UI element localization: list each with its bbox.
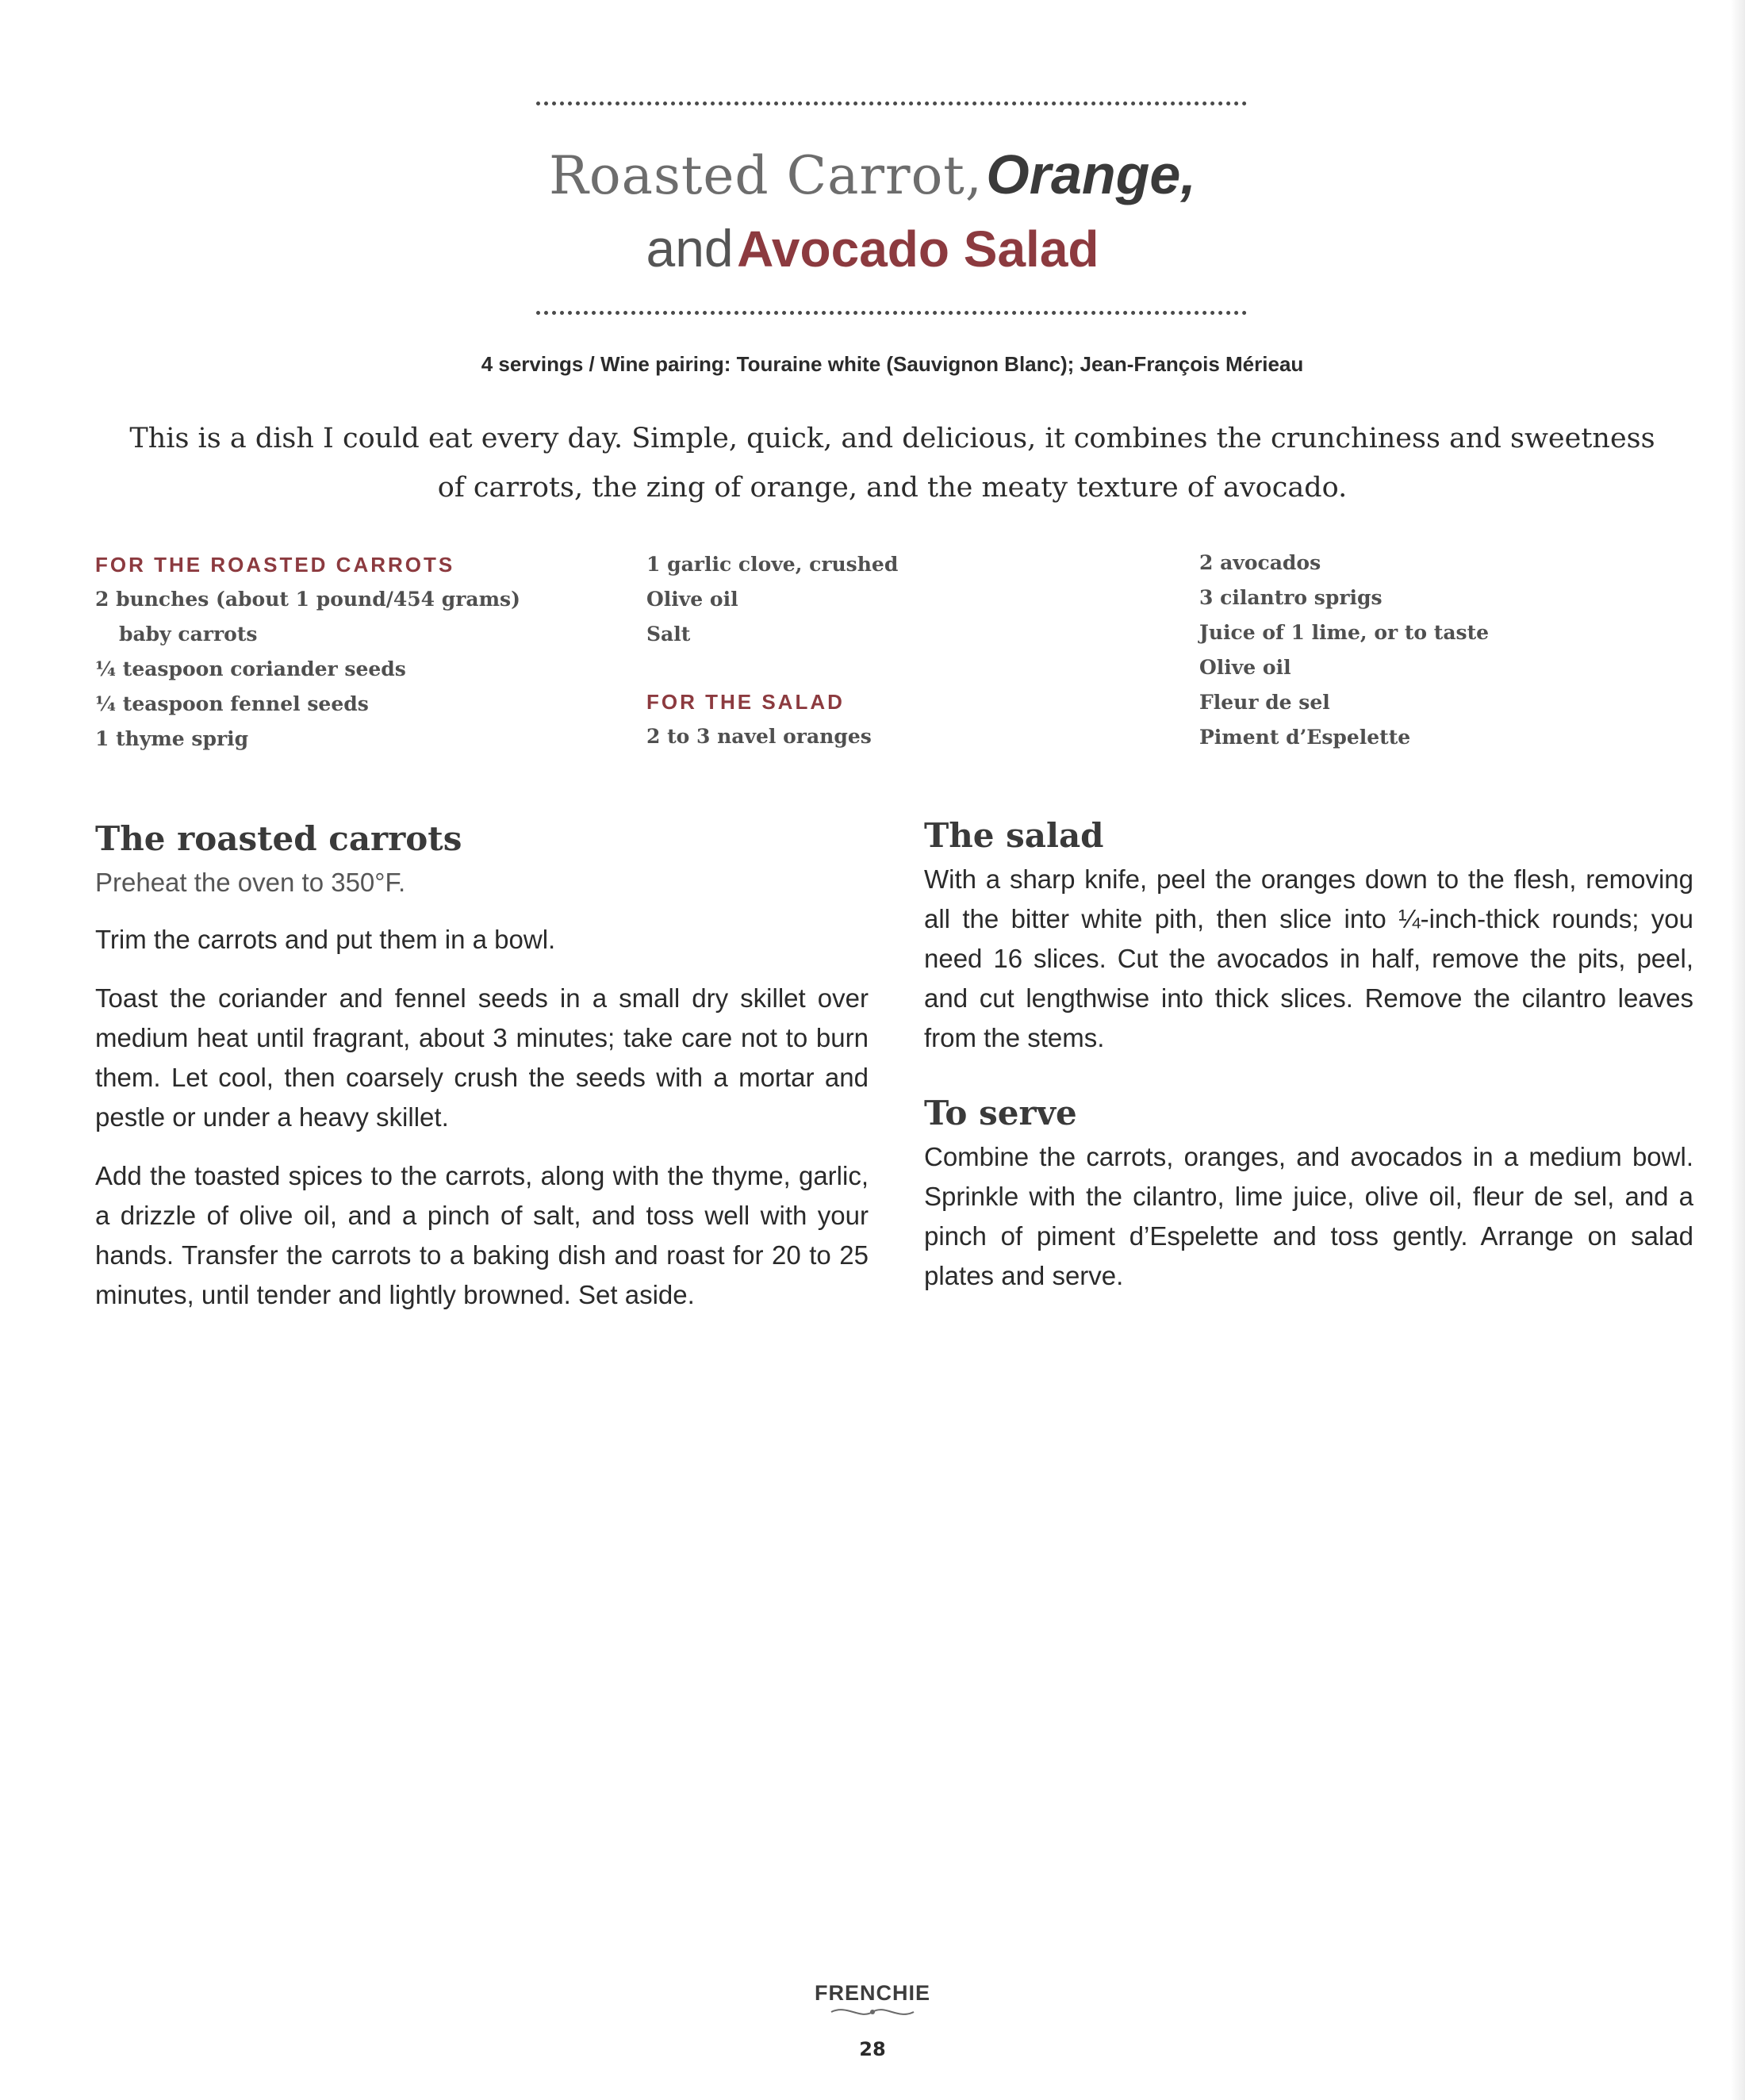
ingredient-spacer [646, 652, 898, 684]
section-paragraph: Combine the carrots, oranges, and avocados in a medium bowl. Sprinkle with the cilantro, lime juice, olive oil, fleur de sel, and a pinch of piment d’Espelette and toss gently. Arrange on salad plates and serve. [924, 1142, 1693, 1290]
section-paragraph: With a sharp knife, peel the oranges down to the flesh, removing all the bitter white pith, then slice into ¼-inch-thick rounds; you need 16 slices. Cut the avocados in half, remove the pits, peel, and cut lengthwise into thick slices. Remove the cilantro leaves from the stems. [924, 864, 1693, 1052]
ingredient-item: Olive oil [646, 588, 738, 611]
ingredient-item: 1 garlic clove, crushed [646, 553, 899, 576]
section-paragraph: Add the toasted spices to the carrots, along with the thyme, garlic, a drizzle of olive oil, and a pinch of salt, and toss well with your hands. Transfer the carrots to a baking dish and roast for 20 to 25 minutes, until tender and lightly browned. Set aside. [95, 1161, 869, 1309]
ingredient-item: 2 bunches (about 1 pound/454 grams) [95, 588, 520, 611]
ingredient-item: ¼ teaspoon coriander seeds [95, 657, 406, 680]
title-light-part-2: and [646, 219, 734, 278]
ingredients-column-1 [95, 547, 520, 757]
section-heading: The salad [924, 816, 1104, 855]
intro-paragraph: This is a dish I could eat every day. Simple, quick, and delicious, it combines the crunchiness and sweetness of carrots, the zing of orange, and the meaty texture of avocado. [129, 423, 1655, 504]
ingredients-column-3 [1199, 546, 1489, 755]
ingredient-item: Olive oil [1199, 656, 1291, 679]
ingredient-item: 2 avocados [1199, 551, 1321, 574]
section-heading: To serve [924, 1094, 1077, 1132]
title-bold-part-2: Avocado Salad [737, 220, 1099, 278]
ingredient-item: Juice of 1 lime, or to taste [1199, 621, 1490, 644]
section-heading: The roasted carrots [95, 819, 462, 858]
servings-and-wine-pairing: 4 servings / Wine pairing: Touraine white (Sauvignon Blanc); Jean-François Mérieau [481, 352, 1304, 376]
recipe-title-line-1 [0, 144, 1745, 206]
section-paragraph: Toast the coriander and fennel seeds in a small dry skillet over medium heat until fragrant, about 3 minutes; take care not to burn them. Let cool, then coarsely crush the seeds with a mortar and pestle or under a heavy skillet. [95, 983, 869, 1132]
page-number: 28 [859, 2038, 886, 2060]
ingredient-item: ¼ teaspoon fennel seeds [95, 692, 369, 715]
section-salad [924, 812, 1693, 1077]
section-paragraph: Trim the carrots and put them in a bowl. [95, 925, 556, 954]
ingredient-item: 3 cilantro sprigs [1199, 586, 1383, 609]
title-light-part-1: Roasted Carrot, [549, 145, 983, 206]
ingredients-heading-roasted-carrots: FOR THE ROASTED CARROTS [95, 553, 455, 577]
page-edge-shadow [1731, 0, 1745, 2100]
title-bold-part-1: Orange, [986, 144, 1196, 205]
title-divider-bottom [536, 311, 1247, 315]
section-to-serve [924, 1090, 1693, 1315]
ingredient-item: Salt [646, 623, 691, 646]
recipe-title-line-2 [0, 219, 1745, 278]
ingredient-item: baby carrots [119, 623, 258, 646]
ingredient-item: Fleur de sel [1199, 691, 1330, 714]
title-divider-top [536, 102, 1247, 105]
frenchie-logo [793, 1981, 952, 2018]
ingredient-item: 1 thyme sprig [95, 727, 249, 750]
ingredients-heading-salad: FOR THE SALAD [646, 690, 845, 714]
ingredient-item: 2 to 3 navel oranges [646, 725, 872, 748]
ingredient-item: Piment d’Espelette [1199, 726, 1411, 749]
section-roasted-carrots [95, 815, 869, 1334]
logo-flourish-icon [825, 2006, 920, 2018]
logo-text: FRENCHIE [814, 1981, 930, 2005]
section-paragraph: Preheat the oven to 350°F. [95, 868, 406, 897]
ingredients-column-2 [646, 547, 898, 754]
